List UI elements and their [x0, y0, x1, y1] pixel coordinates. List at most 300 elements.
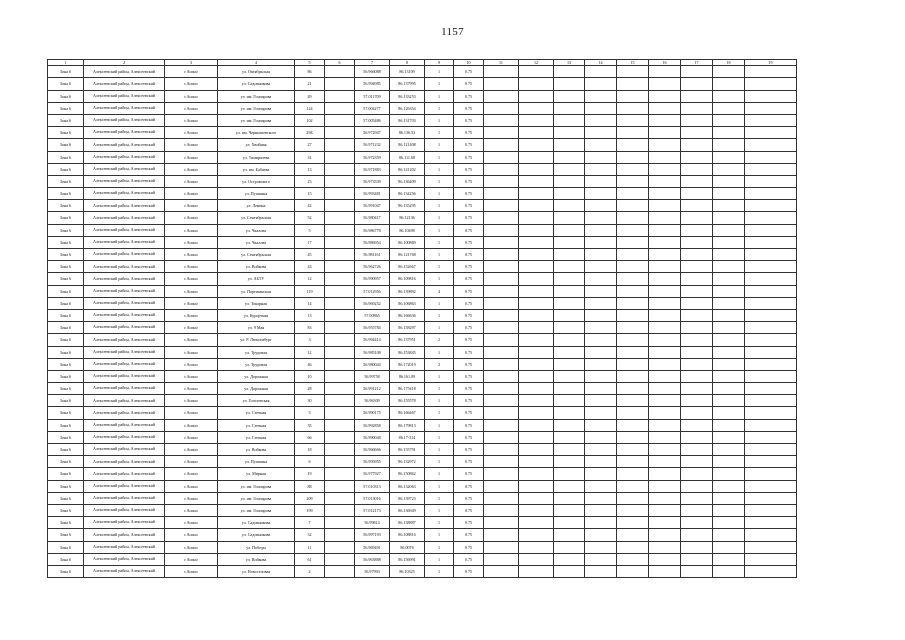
table-cell-col-8: 86.136409 — [390, 175, 425, 187]
table-cell-col-18 — [713, 407, 745, 419]
table-cell-col-13 — [554, 188, 585, 200]
table-cell-col-13 — [554, 127, 585, 139]
table-cell-col-9: 1 — [425, 249, 454, 261]
table-cell-col-1: Зона 6 — [48, 383, 84, 395]
table-cell-col-5: 12 — [295, 346, 325, 358]
table-cell-col-6 — [325, 383, 355, 395]
table-body — [48, 66, 797, 578]
table-cell-col-13 — [554, 90, 585, 102]
table-cell-col-15 — [617, 175, 649, 187]
table-cell-col-3: г.Асино — [165, 468, 218, 480]
table-cell-col-17 — [681, 346, 713, 358]
table-cell-col-5: 61 — [295, 553, 325, 565]
table-cell-col-19 — [745, 66, 797, 78]
table-cell-col-12 — [519, 200, 554, 212]
table-cell-col-19 — [745, 200, 797, 212]
table-cell-col-6 — [325, 151, 355, 163]
table-cell-col-1: Зона 6 — [48, 127, 84, 139]
table-cell-col-13 — [554, 456, 585, 468]
table-cell-col-14 — [585, 444, 617, 456]
table-cell-col-2: Алексеевский район, Алексеевский — [84, 541, 165, 553]
table-cell-col-8: 86.166636 — [390, 309, 425, 321]
table-row — [48, 249, 797, 261]
table-cell-col-5: 7 — [295, 517, 325, 529]
table-cell-col-19 — [745, 431, 797, 443]
table-cell-col-2: Алексеевский район, Алексеевский — [84, 224, 165, 236]
table-cell-col-3: г.Асино — [165, 163, 218, 175]
table-cell-col-11 — [484, 407, 519, 419]
table-cell-col-3: г.Асино — [165, 407, 218, 419]
table-cell-col-9: 1 — [425, 200, 454, 212]
table-cell-col-14 — [585, 90, 617, 102]
table-cell-col-7: 56.980044 — [355, 358, 390, 370]
table-row — [48, 66, 797, 78]
column-header-7: 7 — [355, 60, 390, 66]
table-cell-col-15 — [617, 565, 649, 577]
table-cell-col-2: Алексеевский район, Алексеевский — [84, 322, 165, 334]
table-row — [48, 407, 797, 419]
table-cell-col-7: 57.012956 — [355, 285, 390, 297]
table-cell-col-3: г.Асино — [165, 309, 218, 321]
table-cell-col-8: 86.106863 — [390, 297, 425, 309]
table-cell-col-12 — [519, 565, 554, 577]
table-cell-col-3: г.Асино — [165, 480, 218, 492]
table-cell-col-2: Алексеевский район, Алексеевский — [84, 407, 165, 419]
table-cell-col-11 — [484, 553, 519, 565]
table-cell-col-13 — [554, 358, 585, 370]
table-cell-col-17 — [681, 297, 713, 309]
table-cell-col-2: Алексеевский район, Алексеевский — [84, 553, 165, 565]
table-cell-col-19 — [745, 114, 797, 126]
table-cell-col-18 — [713, 517, 745, 529]
table-cell-col-3: г.Асино — [165, 517, 218, 529]
table-cell-col-11 — [484, 200, 519, 212]
table-cell-col-13 — [554, 334, 585, 346]
table-cell-col-17 — [681, 212, 713, 224]
table-cell-col-15 — [617, 309, 649, 321]
table-cell-col-3: г.Асино — [165, 139, 218, 151]
table-cell-col-13 — [554, 504, 585, 516]
column-header-1: 1 — [48, 60, 84, 66]
table-cell-col-3: г.Асино — [165, 565, 218, 577]
table-cell-col-13 — [554, 468, 585, 480]
table-cell-col-17 — [681, 78, 713, 90]
table-cell-col-17 — [681, 468, 713, 480]
table-cell-col-5: 66 — [295, 431, 325, 443]
table-row — [48, 261, 797, 273]
table-cell-col-9: 1 — [425, 297, 454, 309]
table-cell-col-8: 86.172019 — [390, 358, 425, 370]
table-row — [48, 297, 797, 309]
table-cell-col-14 — [585, 114, 617, 126]
table-cell-col-1: Зона 6 — [48, 553, 84, 565]
table-cell-col-18 — [713, 309, 745, 321]
table-cell-col-18 — [713, 90, 745, 102]
table-cell-col-1: Зона 6 — [48, 163, 84, 175]
table-cell-col-10: 0.75 — [454, 383, 484, 395]
table-cell-col-5: 19 — [295, 468, 325, 480]
table-cell-col-10: 0.75 — [454, 480, 484, 492]
table-cell-col-18 — [713, 431, 745, 443]
table-cell-col-9: 1 — [425, 517, 454, 529]
table-row — [48, 114, 797, 126]
table-cell-col-18 — [713, 114, 745, 126]
table-cell-col-18 — [713, 175, 745, 187]
table-cell-col-19 — [745, 541, 797, 553]
table-cell-col-10: 0.75 — [454, 114, 484, 126]
table-cell-col-1: Зона 6 — [48, 419, 84, 431]
table-cell-col-6 — [325, 212, 355, 224]
table-cell-col-12 — [519, 273, 554, 285]
table-cell-col-7: 56.997193 — [355, 529, 390, 541]
table-cell-col-16 — [649, 66, 681, 78]
table-cell-col-16 — [649, 322, 681, 334]
table-cell-col-14 — [585, 565, 617, 577]
table-cell-col-4: ул. Ленина — [218, 200, 295, 212]
table-cell-col-15 — [617, 66, 649, 78]
table-cell-col-4: ул. Степная — [218, 407, 295, 419]
table-row — [48, 541, 797, 553]
table-cell-col-8: 86.155578 — [390, 395, 425, 407]
table-cell-col-15 — [617, 395, 649, 407]
table-row — [48, 273, 797, 285]
table-cell-col-15 — [617, 334, 649, 346]
table-cell-col-18 — [713, 151, 745, 163]
table-cell-col-7: 56.971883 — [355, 163, 390, 175]
table-cell-col-17 — [681, 309, 713, 321]
table-cell-col-1: Зона 6 — [48, 200, 84, 212]
table-cell-col-17 — [681, 431, 713, 443]
table-cell-col-19 — [745, 188, 797, 200]
table-cell-col-4: ул. им. Чернышевского — [218, 127, 295, 139]
table-cell-col-3: г.Асино — [165, 492, 218, 504]
table-cell-col-8: 86.132063 — [390, 480, 425, 492]
table-cell-col-19 — [745, 419, 797, 431]
table-cell-col-14 — [585, 236, 617, 248]
table-cell-col-9: 1 — [425, 504, 454, 516]
table-cell-col-11 — [484, 78, 519, 90]
table-cell-col-16 — [649, 517, 681, 529]
table-row — [48, 224, 797, 236]
table-cell-col-1: Зона 6 — [48, 261, 84, 273]
table-cell-col-12 — [519, 480, 554, 492]
table-cell-col-15 — [617, 102, 649, 114]
table-cell-col-10: 0.75 — [454, 395, 484, 407]
table-cell-col-5: 86 — [295, 66, 325, 78]
table-cell-col-11 — [484, 334, 519, 346]
table-cell-col-10: 0.75 — [454, 504, 484, 516]
table-cell-col-17 — [681, 370, 713, 382]
table-cell-col-1: Зона 6 — [48, 309, 84, 321]
page-number: 1157 — [441, 26, 464, 38]
table-cell-col-2: Алексеевский район, Алексеевский — [84, 517, 165, 529]
table-cell-col-19 — [745, 553, 797, 565]
table-cell-col-5: 30 — [295, 395, 325, 407]
table-cell-col-18 — [713, 188, 745, 200]
table-cell-col-5: 17 — [295, 236, 325, 248]
table-cell-col-14 — [585, 151, 617, 163]
table-cell-col-1: Зона 6 — [48, 212, 84, 224]
table-cell-col-3: г.Асино — [165, 261, 218, 273]
table-cell-col-3: г.Асино — [165, 175, 218, 187]
table-cell-col-5: 13 — [295, 163, 325, 175]
table-cell-col-7: 56.995955 — [355, 456, 390, 468]
table-cell-col-8: 86.136949 — [390, 504, 425, 516]
table-cell-col-9: 1 — [425, 565, 454, 577]
table-cell-col-16 — [649, 175, 681, 187]
table-row — [48, 553, 797, 565]
table-cell-col-8: 86.139723 — [390, 492, 425, 504]
table-cell-col-13 — [554, 431, 585, 443]
table-cell-col-12 — [519, 541, 554, 553]
table-cell-col-19 — [745, 529, 797, 541]
table-cell-col-11 — [484, 163, 519, 175]
table-row — [48, 419, 797, 431]
table-cell-col-8: 86.175418 — [390, 383, 425, 395]
table-cell-col-10: 0.75 — [454, 456, 484, 468]
table-cell-col-7: 56.971232 — [355, 139, 390, 151]
table-cell-col-9: 1 — [425, 90, 454, 102]
table-cell-col-3: г.Асино — [165, 297, 218, 309]
table-row — [48, 78, 797, 90]
table-cell-col-11 — [484, 395, 519, 407]
table-cell-col-10: 0.75 — [454, 273, 484, 285]
table-cell-col-3: г.Асино — [165, 188, 218, 200]
table-cell-col-15 — [617, 492, 649, 504]
table-cell-col-7: 56.969491 — [355, 541, 390, 553]
table-cell-col-5: 45 — [295, 249, 325, 261]
table-cell-col-10: 0.75 — [454, 407, 484, 419]
table-cell-col-9: 1 — [425, 212, 454, 224]
table-cell-col-19 — [745, 517, 797, 529]
table-cell-col-3: г.Асино — [165, 529, 218, 541]
table-cell-col-4: ул. Р. Люксембург — [218, 334, 295, 346]
table-cell-col-2: Алексеевский район, Алексеевский — [84, 383, 165, 395]
table-cell-col-18 — [713, 468, 745, 480]
table-cell-col-2: Алексеевский район, Алексеевский — [84, 297, 165, 309]
table-cell-col-11 — [484, 492, 519, 504]
table-cell-col-14 — [585, 480, 617, 492]
table-cell-col-1: Зона 6 — [48, 102, 84, 114]
table-cell-col-1: Зона 6 — [48, 492, 84, 504]
column-header-12: 12 — [519, 60, 554, 66]
table-cell-col-4: ул. Сентябрьская — [218, 212, 295, 224]
table-cell-col-2: Алексеевский район, Алексеевский — [84, 492, 165, 504]
table-cell-col-4: ул. Садовникова — [218, 78, 295, 90]
table-cell-col-5: 83 — [295, 322, 325, 334]
table-cell-col-8: 86.111.68 — [390, 151, 425, 163]
table-cell-col-18 — [713, 297, 745, 309]
table-cell-col-7: 56.99758 — [355, 370, 390, 382]
table-cell-col-18 — [713, 127, 745, 139]
table-cell-col-1: Зона 6 — [48, 504, 84, 516]
table-cell-col-14 — [585, 188, 617, 200]
table-cell-col-9: 1 — [425, 261, 454, 273]
table-cell-col-1: Зона 6 — [48, 456, 84, 468]
table-cell-col-4: ул. Гоголевская — [218, 395, 295, 407]
table-cell-col-9: 1 — [425, 383, 454, 395]
table-cell-col-10: 0.75 — [454, 66, 484, 78]
table-cell-col-1: Зона 6 — [48, 297, 84, 309]
table-cell-col-1: Зона 6 — [48, 78, 84, 90]
table-cell-col-2: Алексеевский район, Алексеевский — [84, 127, 165, 139]
table-cell-col-5: 12 — [295, 273, 325, 285]
table-cell-col-2: Алексеевский район, Алексеевский — [84, 261, 165, 273]
table-cell-col-6 — [325, 370, 355, 382]
table-cell-col-19 — [745, 273, 797, 285]
table-cell-col-1: Зона 6 — [48, 114, 84, 126]
table-cell-col-17 — [681, 529, 713, 541]
table-cell-col-10: 0.75 — [454, 297, 484, 309]
table-cell-col-7: 56.986778 — [355, 224, 390, 236]
table-cell-col-17 — [681, 517, 713, 529]
table-cell-col-3: г.Асино — [165, 273, 218, 285]
table-cell-col-13 — [554, 370, 585, 382]
table-cell-col-16 — [649, 212, 681, 224]
table-cell-col-4: ул. Трудовая — [218, 358, 295, 370]
table-cell-col-6 — [325, 517, 355, 529]
table-cell-col-17 — [681, 553, 713, 565]
table-cell-col-5: 11 — [295, 541, 325, 553]
table-cell-col-16 — [649, 456, 681, 468]
table-cell-col-4: ул. Партизанская — [218, 285, 295, 297]
table-cell-col-18 — [713, 358, 745, 370]
table-cell-col-5: 3 — [295, 334, 325, 346]
table-cell-col-17 — [681, 480, 713, 492]
table-cell-col-19 — [745, 407, 797, 419]
table-cell-col-18 — [713, 285, 745, 297]
table-cell-col-12 — [519, 407, 554, 419]
table-row — [48, 212, 797, 224]
table-cell-col-5: 43 — [295, 261, 325, 273]
table-cell-col-16 — [649, 151, 681, 163]
table-cell-col-13 — [554, 309, 585, 321]
column-header-5: 5 — [295, 60, 325, 66]
table-cell-col-8: 86.152667 — [390, 261, 425, 273]
table-cell-col-15 — [617, 517, 649, 529]
table-cell-col-11 — [484, 358, 519, 370]
table-cell-col-19 — [745, 309, 797, 321]
table-cell-col-5: 6 — [295, 456, 325, 468]
table-cell-col-17 — [681, 285, 713, 297]
table-cell-col-5: 23 — [295, 175, 325, 187]
table-cell-col-6 — [325, 175, 355, 187]
table-row — [48, 565, 797, 577]
table-cell-col-19 — [745, 370, 797, 382]
table-cell-col-13 — [554, 407, 585, 419]
table-cell-col-15 — [617, 431, 649, 443]
table-cell-col-2: Алексеевский район, Алексеевский — [84, 175, 165, 187]
table-cell-col-13 — [554, 444, 585, 456]
table-cell-col-7: 56.986954 — [355, 236, 390, 248]
table-cell-col-7: 56.97993 — [355, 565, 390, 577]
table-cell-col-18 — [713, 370, 745, 382]
table-cell-col-12 — [519, 444, 554, 456]
table-cell-col-11 — [484, 151, 519, 163]
table-cell-col-4: ул. им. Бабаева — [218, 163, 295, 175]
table-cell-col-10: 0.75 — [454, 249, 484, 261]
table-cell-col-19 — [745, 212, 797, 224]
table-cell-col-8: 86.10498 — [390, 224, 425, 236]
table-cell-col-14 — [585, 407, 617, 419]
table-cell-col-17 — [681, 139, 713, 151]
table-cell-col-5: 124 — [295, 102, 325, 114]
table-cell-col-17 — [681, 114, 713, 126]
table-cell-col-2: Алексеевский район, Алексеевский — [84, 419, 165, 431]
table-cell-col-13 — [554, 322, 585, 334]
table-cell-col-1: Зона 6 — [48, 188, 84, 200]
table-cell-col-11 — [484, 480, 519, 492]
table-cell-col-4: ул. АБТУ — [218, 273, 295, 285]
table-cell-col-15 — [617, 480, 649, 492]
table-cell-col-14 — [585, 309, 617, 321]
table-row — [48, 492, 797, 504]
table-row — [48, 151, 797, 163]
table-cell-col-15 — [617, 407, 649, 419]
table-cell-col-13 — [554, 200, 585, 212]
table-cell-col-4: ул. Хвойная — [218, 139, 295, 151]
table-cell-col-6 — [325, 444, 355, 456]
table-cell-col-4: ул. Пушкина — [218, 188, 295, 200]
table-cell-col-7: 56.990175 — [355, 407, 390, 419]
table-cell-col-3: г.Асино — [165, 504, 218, 516]
table-cell-col-19 — [745, 444, 797, 456]
table-cell-col-3: г.Асино — [165, 358, 218, 370]
table-row — [48, 322, 797, 334]
table-cell-col-8: 86.135295 — [390, 200, 425, 212]
table-cell-col-12 — [519, 370, 554, 382]
table-cell-col-13 — [554, 517, 585, 529]
table-cell-col-6 — [325, 127, 355, 139]
table-cell-col-15 — [617, 261, 649, 273]
table-cell-col-2: Алексеевский район, Алексеевский — [84, 358, 165, 370]
table-cell-col-18 — [713, 480, 745, 492]
table-cell-col-13 — [554, 553, 585, 565]
table-cell-col-17 — [681, 407, 713, 419]
table-cell-col-8: 86.150862 — [390, 468, 425, 480]
table-cell-col-11 — [484, 309, 519, 321]
column-header-14: 14 — [585, 60, 617, 66]
table-container — [47, 59, 796, 578]
table-cell-col-8: 86.166467 — [390, 407, 425, 419]
table-cell-col-3: г.Асино — [165, 444, 218, 456]
table-cell-col-2: Алексеевский район, Алексеевский — [84, 78, 165, 90]
table-cell-col-5: 119 — [295, 285, 325, 297]
table-row — [48, 383, 797, 395]
table-row — [48, 529, 797, 541]
table-cell-col-14 — [585, 139, 617, 151]
table-cell-col-10: 0.75 — [454, 212, 484, 224]
table-cell-col-12 — [519, 188, 554, 200]
table-cell-col-10: 0.75 — [454, 175, 484, 187]
table-cell-col-7: 57.010313 — [355, 480, 390, 492]
table-cell-col-19 — [745, 163, 797, 175]
table-cell-col-6 — [325, 139, 355, 151]
table-cell-col-19 — [745, 383, 797, 395]
table-cell-col-17 — [681, 175, 713, 187]
table-cell-col-7: 56.994414 — [355, 334, 390, 346]
table-cell-col-18 — [713, 78, 745, 90]
table-cell-col-9: 1 — [425, 322, 454, 334]
table-cell-col-8: 86.137995 — [390, 78, 425, 90]
table-cell-col-11 — [484, 139, 519, 151]
table-row — [48, 127, 797, 139]
column-header-4: 4 — [218, 60, 295, 66]
table-row — [48, 517, 797, 529]
table-cell-col-15 — [617, 224, 649, 236]
table-cell-col-4: ул. Войкова — [218, 444, 295, 456]
table-cell-col-16 — [649, 309, 681, 321]
